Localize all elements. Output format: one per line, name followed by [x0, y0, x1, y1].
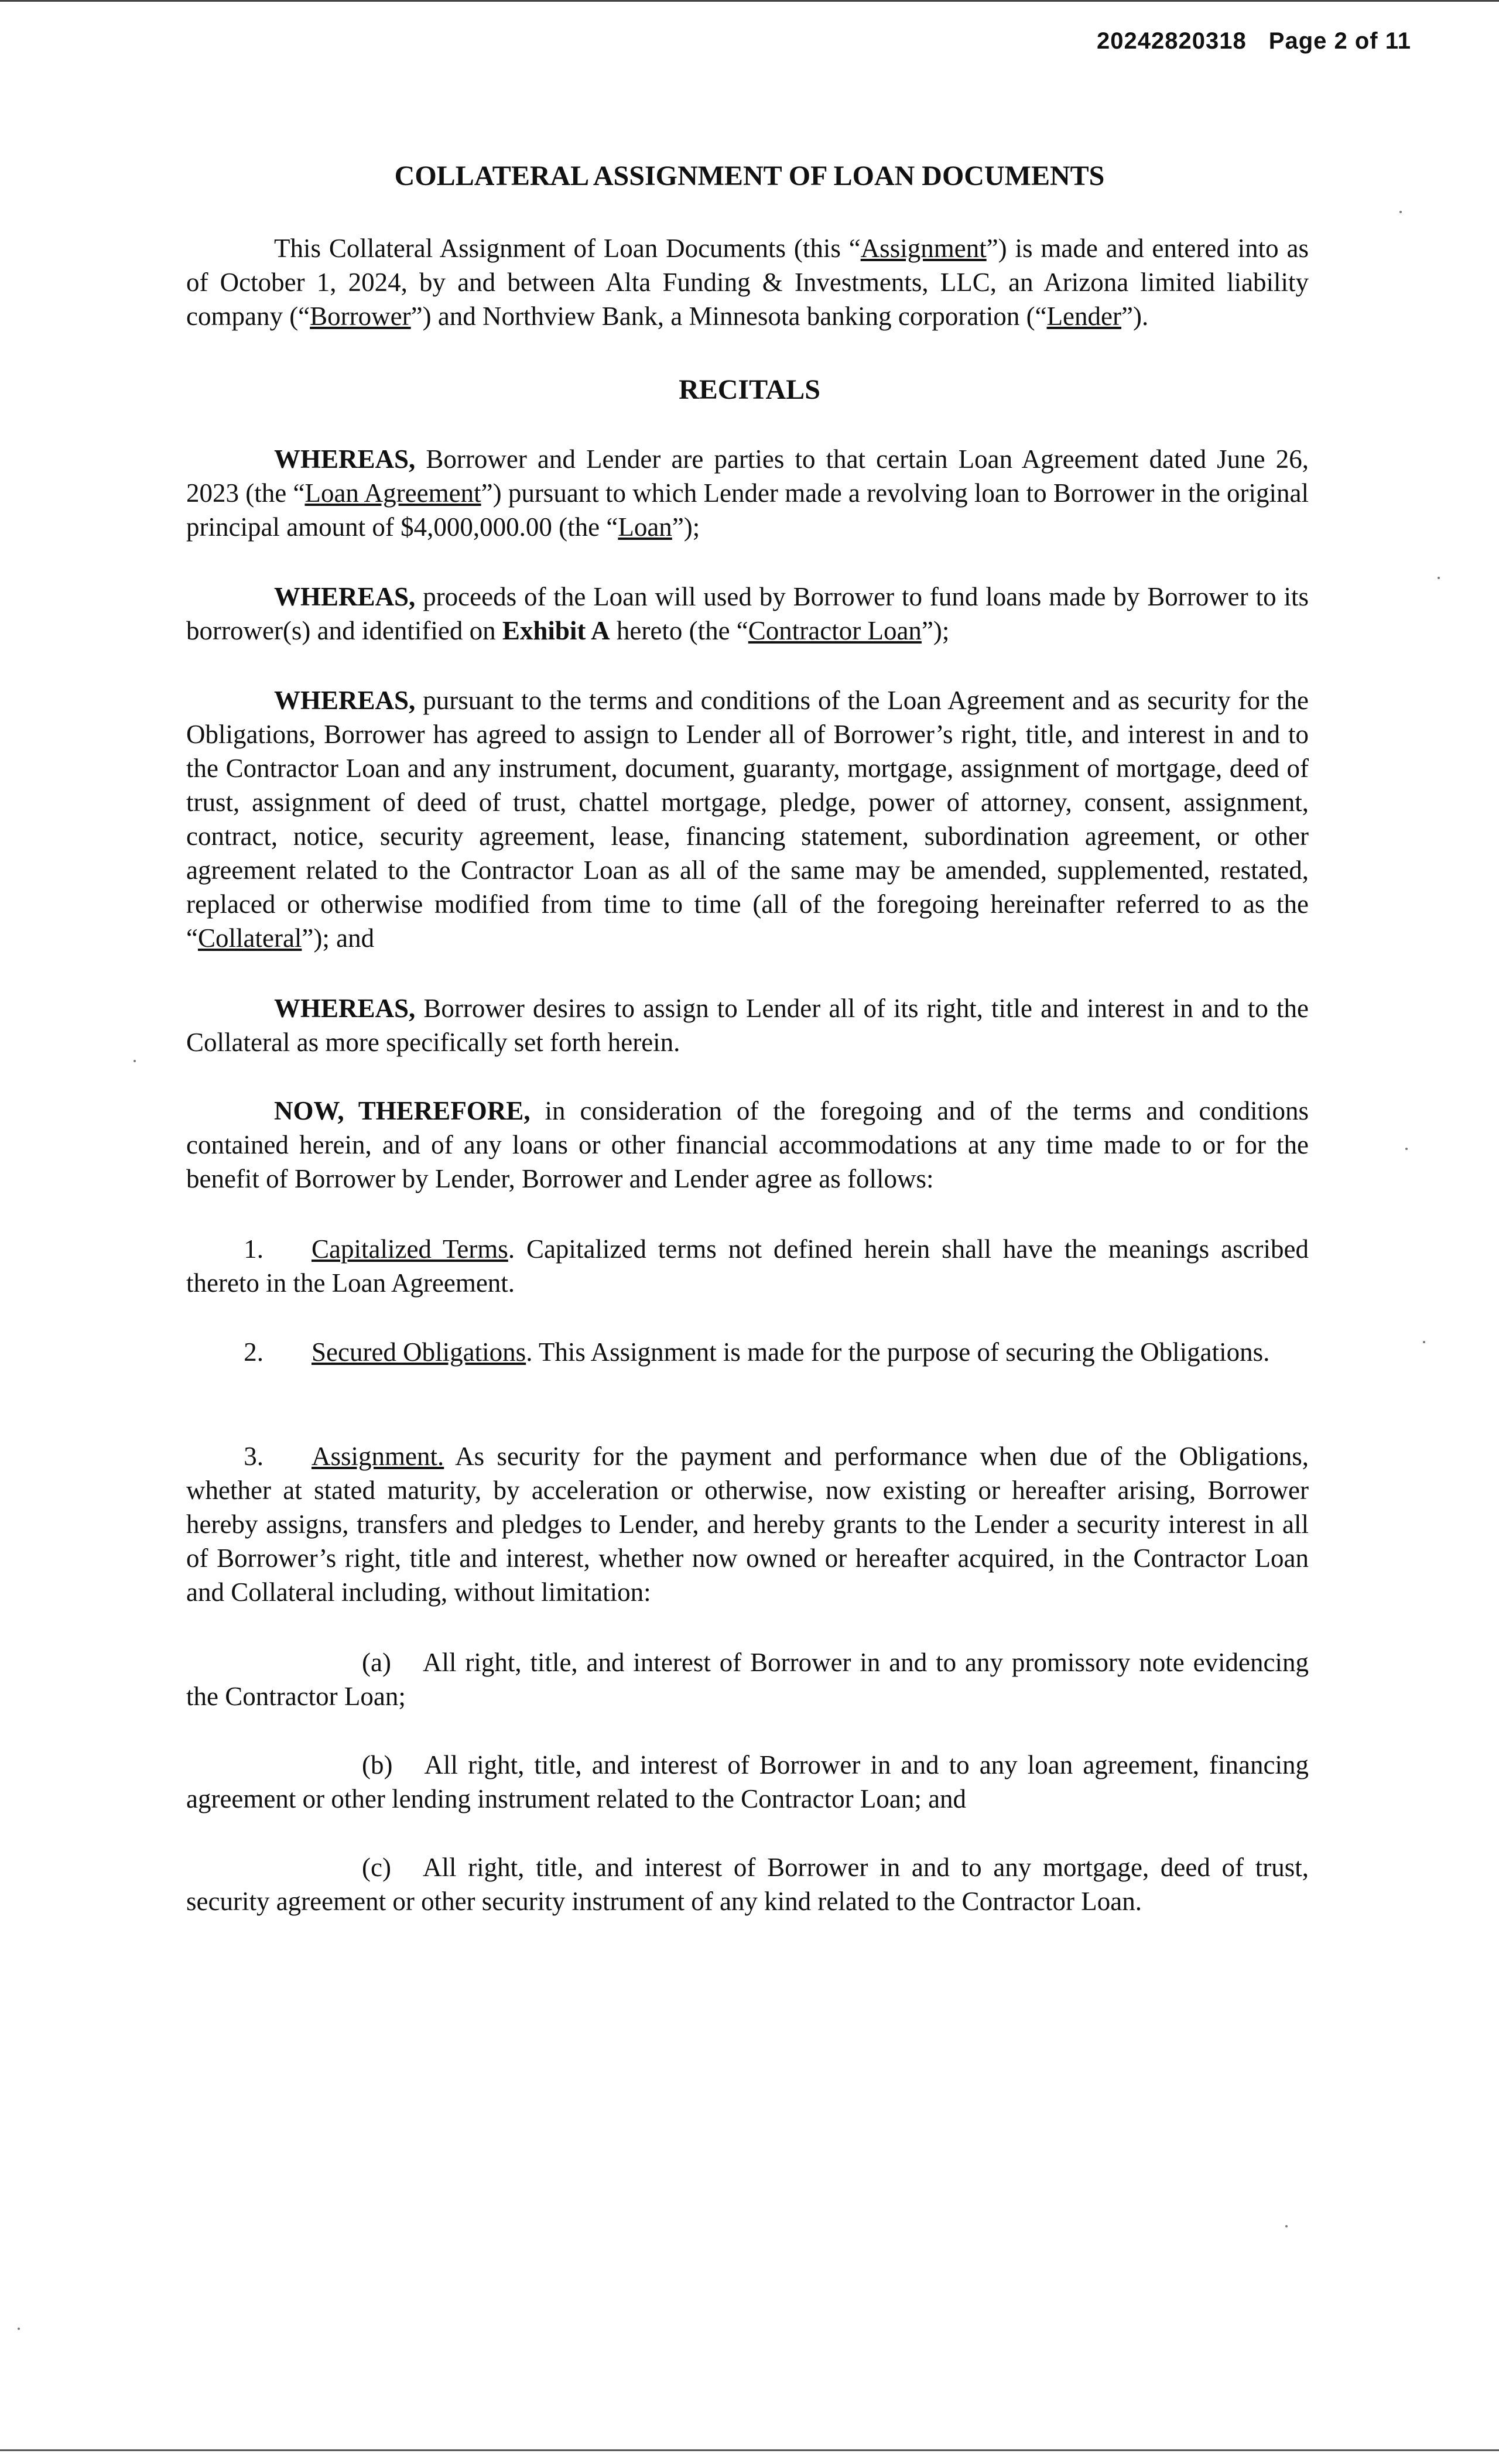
section-heading: Assignment. [312, 1442, 444, 1471]
recital-assignment-intent: WHEREAS, Borrower desires to assign to Lender all of its right, title and interest in and to the Collateral as more specifically set forth herein. [186, 994, 1309, 1057]
defined-term-loan: Loan [618, 512, 672, 542]
document-number: 20242820318 [1097, 28, 1247, 54]
defined-term-collateral: Collateral [197, 923, 302, 953]
section-number: 2. [244, 1337, 263, 1367]
scan-speck [134, 1060, 136, 1062]
section-capitalized-terms: 1. Capitalized Terms. Capitalized terms not defined herein shall have the meanings ascribed thereto in the Loan Agreement. [186, 1232, 1309, 1300]
list-item: (b) All right, title, and interest of Borrower in and to any loan agreement, financing agreement or other lending instrument related to the Contractor Loan; and [186, 1750, 1309, 1813]
now-therefore-paragraph: NOW, THEREFORE, in consideration of the foregoing and of the terms and conditions contained herein, and of any loans or other financial accommodations at any time made to or for the benefit of Borrower by Lender, Borrower and Lender agree as follows: [186, 1096, 1309, 1193]
section-heading: Capitalized Terms [312, 1234, 508, 1264]
scan-speck [1405, 1148, 1408, 1150]
page-indicator: Page 2 of 11 [1268, 28, 1411, 54]
section-secured-obligations: 2. Secured Obligations. This Assignment is made for the purpose of securing the Obligations. [186, 1335, 1309, 1369]
defined-term-contractor-loan: Contractor Loan [748, 616, 922, 645]
scan-speck [1423, 1341, 1425, 1343]
recital-loan-agreement: WHEREAS, Borrower and Lender are parties to that certain Loan Agreement dated June 26, 2023 (the “Loan Agreement”) pursuant to which Lender made a revolving loan to Borrower in the original principal amount of $4,000,000.00 (the “Loan”); [186, 444, 1309, 542]
defined-term-borrower: Borrower [310, 302, 411, 331]
scan-speck [1285, 2225, 1288, 2227]
item-label: (b) [362, 1750, 393, 1779]
defined-term-loan-agreement: Loan Agreement [304, 478, 481, 508]
scan-speck [1438, 577, 1440, 579]
item-label: (a) [362, 1648, 391, 1677]
document-stamp [1097, 28, 1411, 54]
recitals-heading: RECITALS [679, 374, 820, 405]
scan-speck [1399, 211, 1402, 213]
recital-contractor-loan: WHEREAS, proceeds of the Loan will used by Borrower to fund loans made by Borrower to its borrower(s) and identified on Exhibit A hereto (the “Contractor Loan”); [186, 582, 1309, 645]
section-heading: Secured Obligations [312, 1337, 526, 1367]
scan-speck [18, 2328, 20, 2330]
top-border-line [0, 0, 1499, 2]
defined-term-assignment: Assignment [860, 234, 987, 263]
list-item: (c) All right, title, and interest of Borrower in and to any mortgage, deed of trust, security agreement or other security instrument of any kind related to the Contractor Loan. [186, 1853, 1309, 1916]
item-label: (c) [362, 1853, 391, 1882]
recital-collateral: WHEREAS, pursuant to the terms and conditions of the Loan Agreement and as security for the Obligations, Borrower has agreed to assign to Lender all of Borrower’s right, title, and interest in and to the Contractor Loan and any instrument, document, guaranty, mortgage, assignment of mortgage, deed of trust, assignment of deed of trust, chattel mortgage, pledge, power of attorney, consent, assignment, contract, notice, security agreement, lease, financing statement, subordination agreement, or other agreement related to the Contractor Loan as all of the same may be amended, supplemented, restated, replaced or otherwise modified from time to time (all of the foregoing hereinafter referred to as the “Collateral”); and [186, 686, 1309, 953]
section-number: 3. [244, 1442, 263, 1471]
list-item: (a) All right, title, and interest of Borrower in and to any promissory note evidencing the Contractor Loan; [186, 1648, 1309, 1711]
intro-paragraph: This Collateral Assignment of Loan Documents (this “Assignment”) is made and entered into as of October 1, 2024, by and between Alta Funding & Investments, LLC, an Arizona limited liability company (“Borrower”) and Northview Bank, a Minnesota banking corporation (“Lender”). [186, 234, 1309, 331]
bottom-border-line [0, 2449, 1499, 2451]
document-title: COLLATERAL ASSIGNMENT OF LOAN DOCUMENTS [394, 160, 1105, 191]
defined-term-lender: Lender [1046, 302, 1121, 331]
exhibit-reference: Exhibit A [502, 616, 610, 645]
section-assignment: 3. Assignment. As security for the payment and performance when due of the Obligations, whether at stated maturity, by acceleration or otherwise, now existing or hereafter arising, Borrower hereby assigns, transfers and pledges to Lender, and hereby grants to the Lender a security interest in all of Borrower’s right, title and interest, whether now owned or hereafter acquired, in the Contractor Loan and Collateral including, without limitation: [186, 1439, 1309, 1609]
section-number: 1. [244, 1234, 263, 1264]
